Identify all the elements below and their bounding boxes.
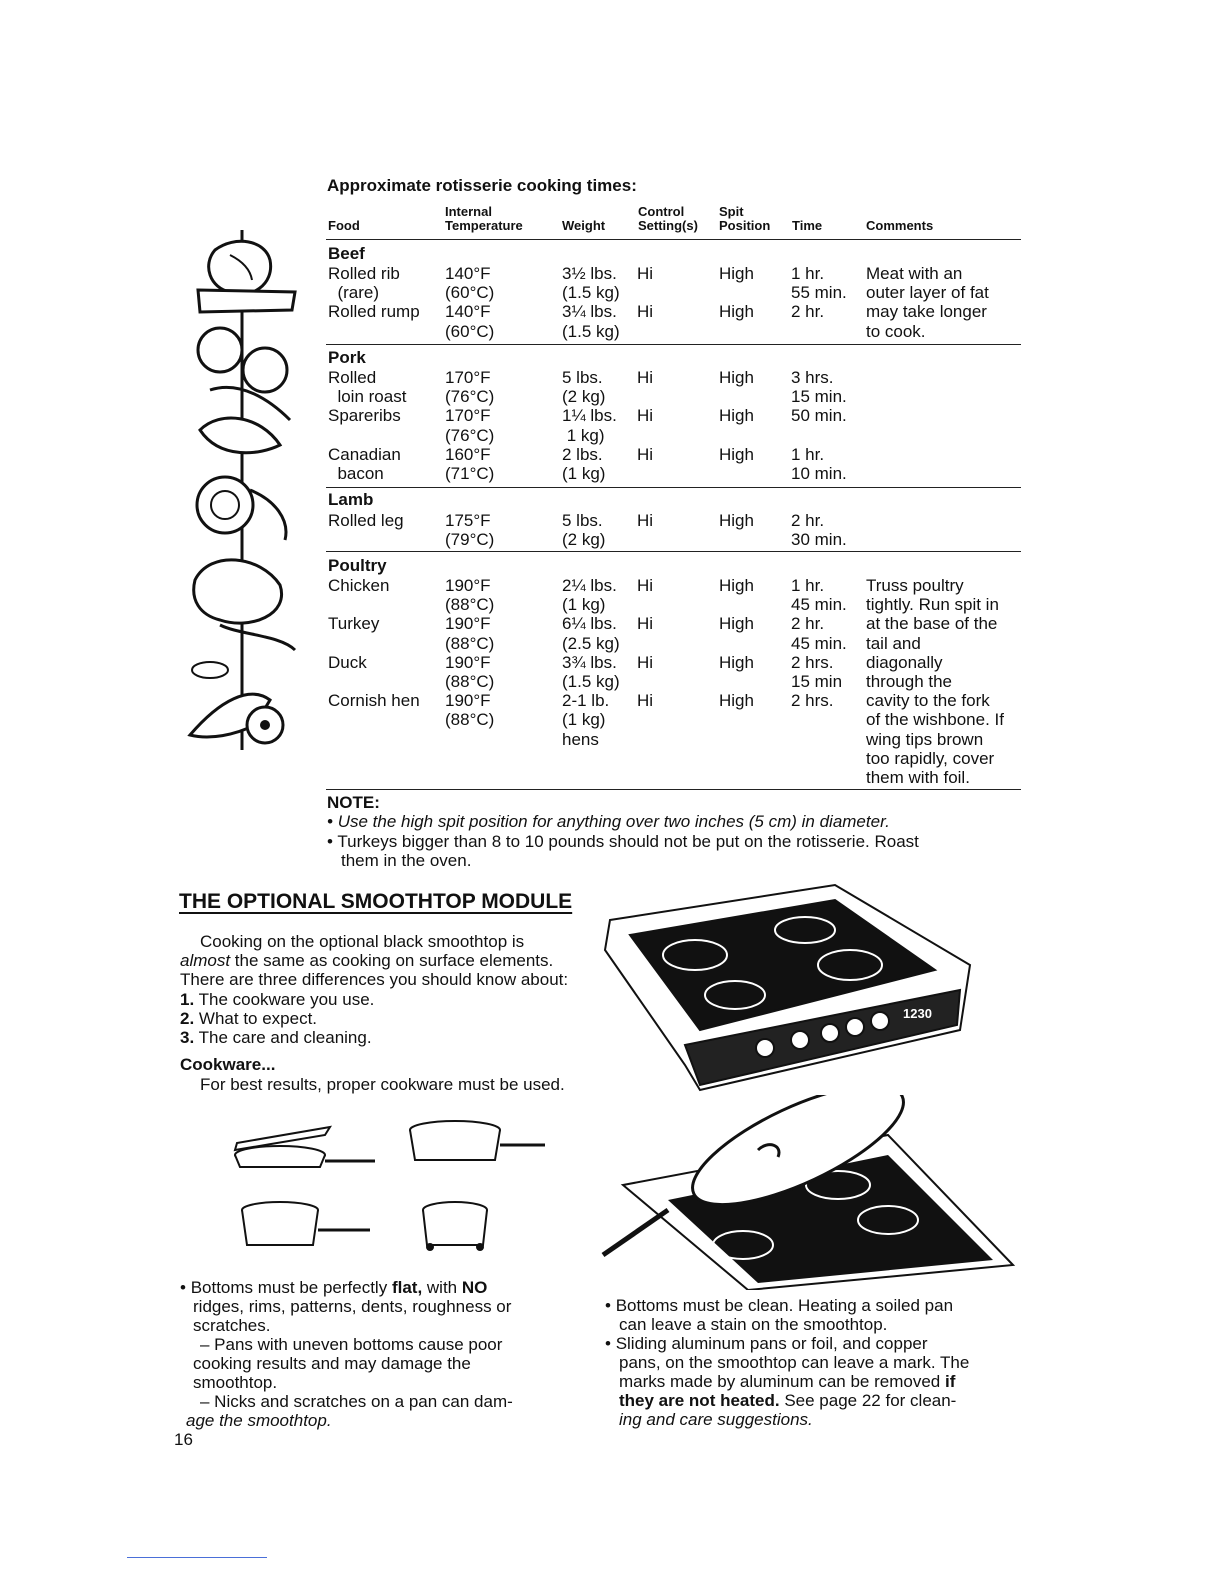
beef-spit: High High [719, 264, 754, 322]
category-poultry: Poultry [328, 556, 387, 575]
header-rule [326, 239, 1021, 240]
pork-rule [326, 487, 1021, 488]
header-temperature: Temperature [445, 218, 523, 233]
left-dash1-1: – Pans with uneven bottoms cause poor [200, 1335, 503, 1354]
right-bullet-2-l3-text: marks made by aluminum can be removed [619, 1372, 945, 1391]
header-internal: Internal [445, 204, 492, 219]
intro-line-1: Cooking on the optional black smoothtop is [200, 932, 525, 951]
pork-spit: High High High [719, 368, 754, 464]
rotisserie-food-illustration [180, 230, 310, 760]
right-bullet-2-bold-text: they are not heated. [619, 1391, 780, 1410]
left-bullet-no: NO [461, 1278, 488, 1297]
poultry-rule [326, 789, 1021, 790]
intro-line-2-rest: the same as cooking on surface elements. [230, 951, 554, 970]
poultry-food: Chicken Turkey Duck Cornish hen [328, 576, 420, 711]
right-bullet-2: • Sliding aluminum pans or foil, and copper [605, 1334, 928, 1353]
list-num-3: 3. [180, 1028, 195, 1047]
intro-italic-almost: almost [180, 951, 231, 970]
beef-comments: Meat with an outer layer of fat may take longer to cook. [866, 264, 989, 341]
list-item-1 [180, 990, 374, 1009]
right-bullet-2-l3 [619, 1372, 955, 1391]
left-bullet-1-a: Bottoms must be perfectly [190, 1278, 392, 1297]
pork-control: Hi Hi Hi [637, 368, 654, 464]
list-text-1: The cookware you use. [198, 990, 375, 1009]
left-bullet-1: • Bottoms must be perfectly flat, with NO [180, 1278, 488, 1297]
left-dash2-2: age the smoothtop. [186, 1411, 332, 1430]
lamb-drawing [197, 477, 253, 533]
poultry-spit: High High High High [719, 576, 754, 711]
footer-rule [127, 1557, 267, 1558]
control-knob-icon [756, 1039, 774, 1057]
right-bullet-2-last: ing and care suggestions. [619, 1410, 813, 1429]
left-bullet-flat: flat, [391, 1278, 423, 1297]
poultry-time: 1 hr. 45 min. 2 hr. 45 min. 2 hrs. 15 min 2 hrs. [791, 576, 847, 711]
page-number: 16 [174, 1430, 193, 1449]
list-text-2: What to expect. [198, 1009, 318, 1028]
beef-rule [326, 344, 1021, 345]
beef-control: Hi Hi [637, 264, 654, 322]
pork-drawing [198, 328, 242, 372]
left-dash2-1: – Nicks and scratches on a pan can dam- [200, 1392, 513, 1411]
smoothtop-range-illustration [585, 880, 980, 1095]
lamb-time: 2 hr. 30 min. [791, 511, 847, 550]
cookware-heading: Cookware... [180, 1055, 276, 1074]
panel-display-2: 1230 [968, 1274, 995, 1288]
note-bullet-1-text: Use the high spit position for anything over two inches (5 cm) in diameter. [337, 812, 890, 831]
lamb-control: Hi [637, 511, 654, 530]
header-spit: Spit [719, 204, 744, 219]
header-setting: Setting(s) [638, 218, 698, 233]
note-bullet-2-text: Turkeys bigger than 8 to 10 pounds should not be put on the rotisserie. Roast [337, 832, 919, 851]
category-pork: Pork [328, 348, 366, 367]
poultry-weight: 2¼ lbs. (1 kg) 6¼ lbs. (2.5 kg) 3¾ lbs. (1.5 kg) 2-1 lb. (1 kg) hens [562, 576, 620, 749]
intro-line-2 [180, 951, 553, 970]
header-control: Control [638, 204, 685, 219]
right-bullet-1: • Bottoms must be clean. Heating a soiled pan [605, 1296, 954, 1315]
lamb-food: Rolled leg [328, 511, 404, 530]
right-bullet-2-l2: pans, on the smoothtop can leave a mark. The [619, 1353, 970, 1372]
list-item-2 [180, 1009, 317, 1028]
panel-clock-display: 1230 [903, 1006, 932, 1021]
beef-temp: 140°F (60°C) 140°F (60°C) [445, 264, 495, 341]
right-bullet-1-text: Bottoms must be clean. Heating a soiled pan [615, 1296, 954, 1315]
intro-line-3: There are three differences you should know about: [180, 970, 569, 989]
lamb-spit: High [719, 511, 754, 530]
note-bullet-2-cont: them in the oven. [341, 851, 472, 870]
beef-time: 1 hr. 55 min. 2 hr. [791, 264, 847, 322]
cookware-text: For best results, proper cookware must be used. [200, 1075, 565, 1094]
category-beef: Beef [328, 244, 365, 263]
left-line-1: ridges, rims, patterns, dents, roughness or [193, 1297, 512, 1316]
note-bullet-1: • Use the high spit position for anything over two inches (5 cm) in diameter. [327, 812, 890, 831]
left-bullet-with: with [422, 1278, 462, 1297]
note-label: NOTE: [327, 793, 380, 812]
list-num-1: 1. [180, 990, 195, 1009]
sliding-pan-illustration [598, 1095, 1018, 1290]
note-bullet-2: • Turkeys bigger than 8 to 10 pounds should not be put on the rotisserie. Roast [327, 832, 919, 851]
right-bullet-1-cont: can leave a stain on the smoothtop. [619, 1315, 888, 1334]
poultry-control: Hi Hi Hi Hi [637, 576, 654, 711]
list-text-3: The care and cleaning. [198, 1028, 372, 1047]
pork-temp: 170°F (76°C) 170°F (76°C) 160°F (71°C) [445, 368, 495, 484]
category-lamb: Lamb [328, 490, 374, 509]
right-bullet-2-l4 [619, 1391, 956, 1410]
lamb-temp: 175°F (79°C) [445, 511, 495, 550]
right-bullet-2-text: Sliding aluminum pans or foil, and copper [615, 1334, 928, 1353]
list-item-3 [180, 1028, 372, 1047]
cookware-pans-illustration [225, 1105, 555, 1255]
beef-food: Rolled rib (rare) Rolled rump [328, 264, 420, 322]
lamb-rule [326, 551, 1021, 552]
right-bullet-2-tail: See page 22 for clean- [779, 1391, 957, 1410]
smoothtop-heading: THE OPTIONAL SMOOTHTOP MODULE [179, 890, 573, 913]
poultry-comments: Truss poultry tightly. Run spit in at the base of the tail and diagonally through the cavity to the fork of the wishbone. If wing tips brown too rapidly, cover them with foil. [866, 576, 1004, 788]
header-weight: Weight [562, 218, 606, 233]
pork-weight: 5 lbs. (2 kg) 1¼ lbs. 1 kg) 2 lbs. (1 kg) [562, 368, 617, 484]
pork-time: 3 hrs. 15 min. 50 min. 1 hr. 10 min. [791, 368, 847, 484]
poultry-drawing [194, 560, 282, 623]
beef-drawing [209, 241, 271, 294]
left-line-2: scratches. [193, 1316, 271, 1335]
pork-food: Rolled loin roast Spareribs Canadian bacon [328, 368, 407, 484]
table-title: Approximate rotisserie cooking times: [327, 176, 637, 195]
left-dash1-3: smoothtop. [193, 1373, 278, 1392]
header-food: Food [328, 218, 360, 233]
lamb-weight: 5 lbs. (2 kg) [562, 511, 606, 550]
header-time: Time [792, 218, 823, 233]
header-position: Position [719, 218, 771, 233]
list-num-2: 2. [180, 1009, 195, 1028]
beef-weight: 3½ lbs. (1.5 kg) 3¼ lbs. (1.5 kg) [562, 264, 620, 341]
poultry-temp: 190°F (88°C) 190°F (88°C) 190°F (88°C) 190°F (88°C) [445, 576, 495, 730]
left-dash1-2: cooking results and may damage the [193, 1354, 471, 1373]
header-comments: Comments [866, 218, 934, 233]
right-bullet-2-bold-if: if [944, 1372, 956, 1391]
